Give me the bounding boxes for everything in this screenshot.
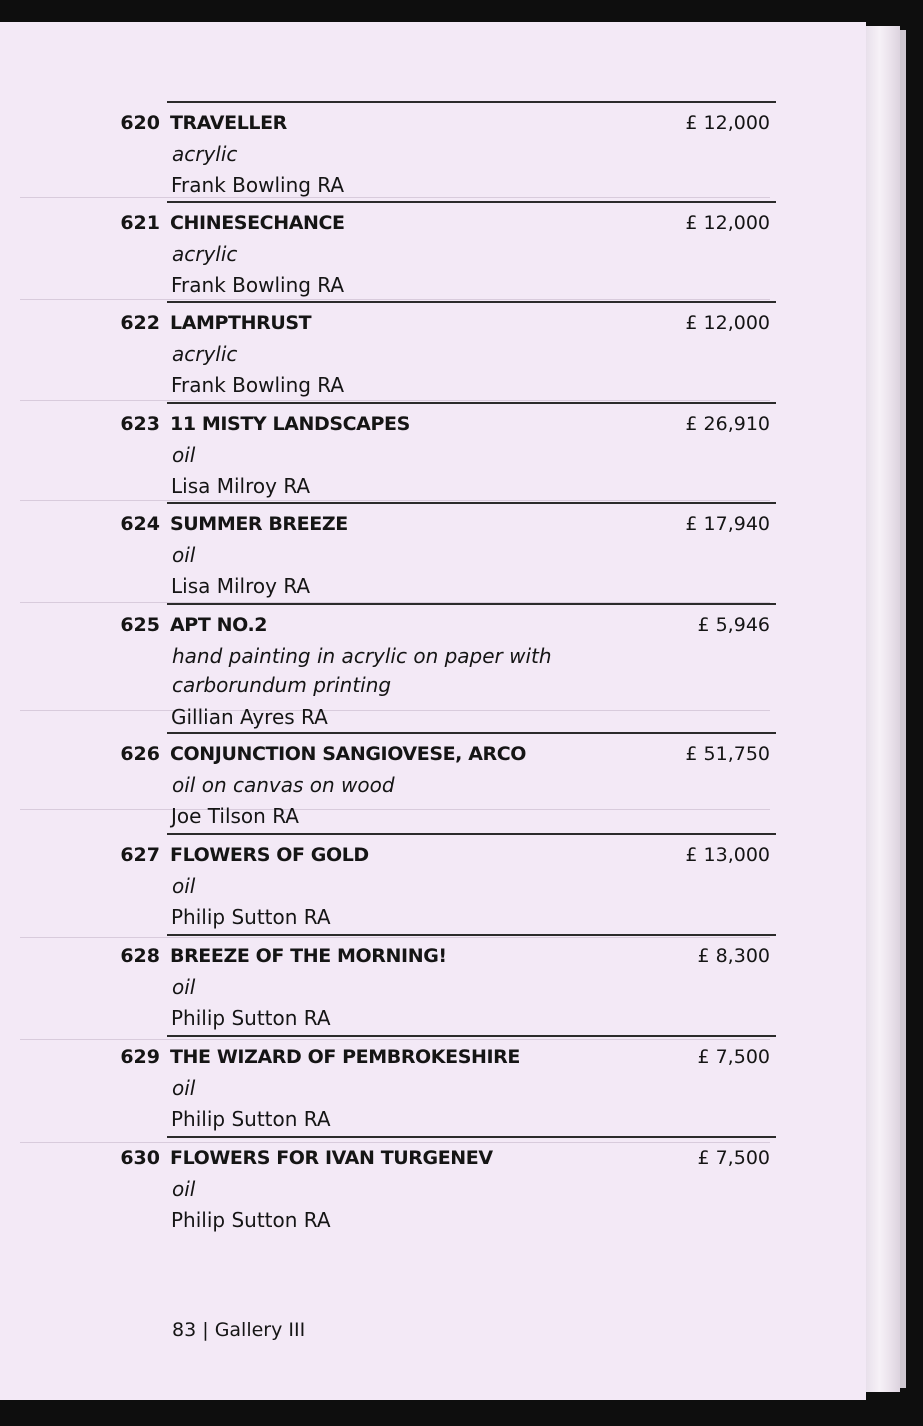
entry-artist: Philip Sutton RA — [171, 905, 331, 929]
entry-title: BREEZE OF THE MORNING! — [170, 945, 447, 967]
page-edge-shadow — [900, 30, 906, 1388]
show-through-line — [20, 500, 770, 501]
show-through-line — [20, 299, 770, 300]
entry-artist: Philip Sutton RA — [171, 1107, 331, 1131]
entry-title: SUMMER BREEZE — [170, 513, 348, 535]
entry-number: 628 — [120, 945, 160, 967]
entry-title: CONJUNCTION SANGIOVESE, ARCO — [170, 743, 527, 765]
show-through-line — [20, 400, 770, 401]
entry-number: 630 — [120, 1147, 160, 1169]
entry-artist: Frank Bowling RA — [171, 373, 345, 397]
entry-number: 620 — [120, 112, 160, 134]
show-through-line — [20, 197, 770, 198]
entry-title: APT NO.2 — [170, 614, 268, 636]
entry-price: £ 17,940 — [685, 513, 770, 535]
entry-medium: oil — [172, 874, 196, 898]
entry-price: £ 7,500 — [697, 1147, 770, 1169]
entry-artist: Joe Tilson RA — [171, 804, 299, 828]
entry-price: £ 5,946 — [697, 614, 770, 636]
entry-title: THE WIZARD OF PEMBROKESHIRE — [170, 1046, 520, 1068]
entry-number: 627 — [120, 844, 160, 866]
entry-medium: oil — [172, 975, 196, 999]
entry-price: £ 12,000 — [685, 112, 770, 134]
entry-medium: acrylic — [172, 342, 238, 366]
entry-medium: oil — [172, 443, 196, 467]
entry-divider — [167, 402, 776, 404]
entry-title: 11 MISTY LANDSCAPES — [170, 413, 410, 435]
entry-artist: Gillian Ayres RA — [171, 705, 328, 729]
entry-divider — [167, 301, 776, 303]
entry-medium: oil — [172, 543, 196, 567]
entry-medium-line: carborundum printing — [172, 673, 392, 697]
entry-title: FLOWERS FOR IVAN TURGENEV — [170, 1147, 493, 1169]
entry-number: 624 — [120, 513, 160, 535]
footer-separator: | — [202, 1319, 209, 1341]
show-through-line — [20, 937, 770, 938]
show-through-line — [20, 809, 770, 810]
entry-price: £ 51,750 — [685, 743, 770, 765]
entry-price: £ 8,300 — [697, 945, 770, 967]
entry-artist: Lisa Milroy RA — [171, 474, 311, 498]
entry-medium: oil on canvas on wood — [172, 773, 395, 797]
entry-title: TRAVELLER — [170, 112, 287, 134]
entry-medium: acrylic — [172, 142, 238, 166]
entry-medium: oil — [172, 1076, 196, 1100]
entry-artist: Frank Bowling RA — [171, 273, 345, 297]
entry-medium-line: hand painting in acrylic on paper with — [172, 644, 552, 668]
entry-number: 625 — [120, 614, 160, 636]
entry-title: FLOWERS OF GOLD — [170, 844, 369, 866]
page-edge — [866, 26, 900, 1392]
entry-price: £ 13,000 — [685, 844, 770, 866]
entry-divider — [167, 732, 776, 734]
entry-divider — [167, 502, 776, 504]
entry-artist: Lisa Milroy RA — [171, 574, 311, 598]
entry-number: 621 — [120, 212, 160, 234]
entry-divider — [167, 201, 776, 203]
entry-price: £ 26,910 — [685, 413, 770, 435]
entry-artist: Philip Sutton RA — [171, 1006, 331, 1030]
show-through-line — [20, 1142, 770, 1143]
entry-divider — [167, 833, 776, 835]
page-number: 83 — [172, 1319, 197, 1341]
show-through-line — [20, 710, 770, 711]
section-name: Gallery III — [214, 1319, 306, 1341]
entry-price: £ 12,000 — [685, 312, 770, 334]
catalogue-page — [0, 22, 866, 1400]
entry-divider — [167, 603, 776, 605]
entry-artist: Frank Bowling RA — [171, 173, 345, 197]
entry-divider — [167, 101, 776, 103]
page-footer — [172, 1319, 305, 1341]
entry-divider — [167, 1136, 776, 1138]
entry-medium: oil — [172, 1177, 196, 1201]
entry-price: £ 7,500 — [697, 1046, 770, 1068]
entry-divider — [167, 934, 776, 936]
entry-artist: Philip Sutton RA — [171, 1208, 331, 1232]
entry-price: £ 12,000 — [685, 212, 770, 234]
entry-number: 623 — [120, 413, 160, 435]
entry-number: 626 — [120, 743, 160, 765]
entry-number: 629 — [120, 1046, 160, 1068]
entry-number: 622 — [120, 312, 160, 334]
entry-title: LAMPTHRUST — [170, 312, 312, 334]
entry-title: CHINESECHANCE — [170, 212, 345, 234]
entry-divider — [167, 1035, 776, 1037]
show-through-line — [20, 1039, 770, 1040]
entry-medium: acrylic — [172, 242, 238, 266]
